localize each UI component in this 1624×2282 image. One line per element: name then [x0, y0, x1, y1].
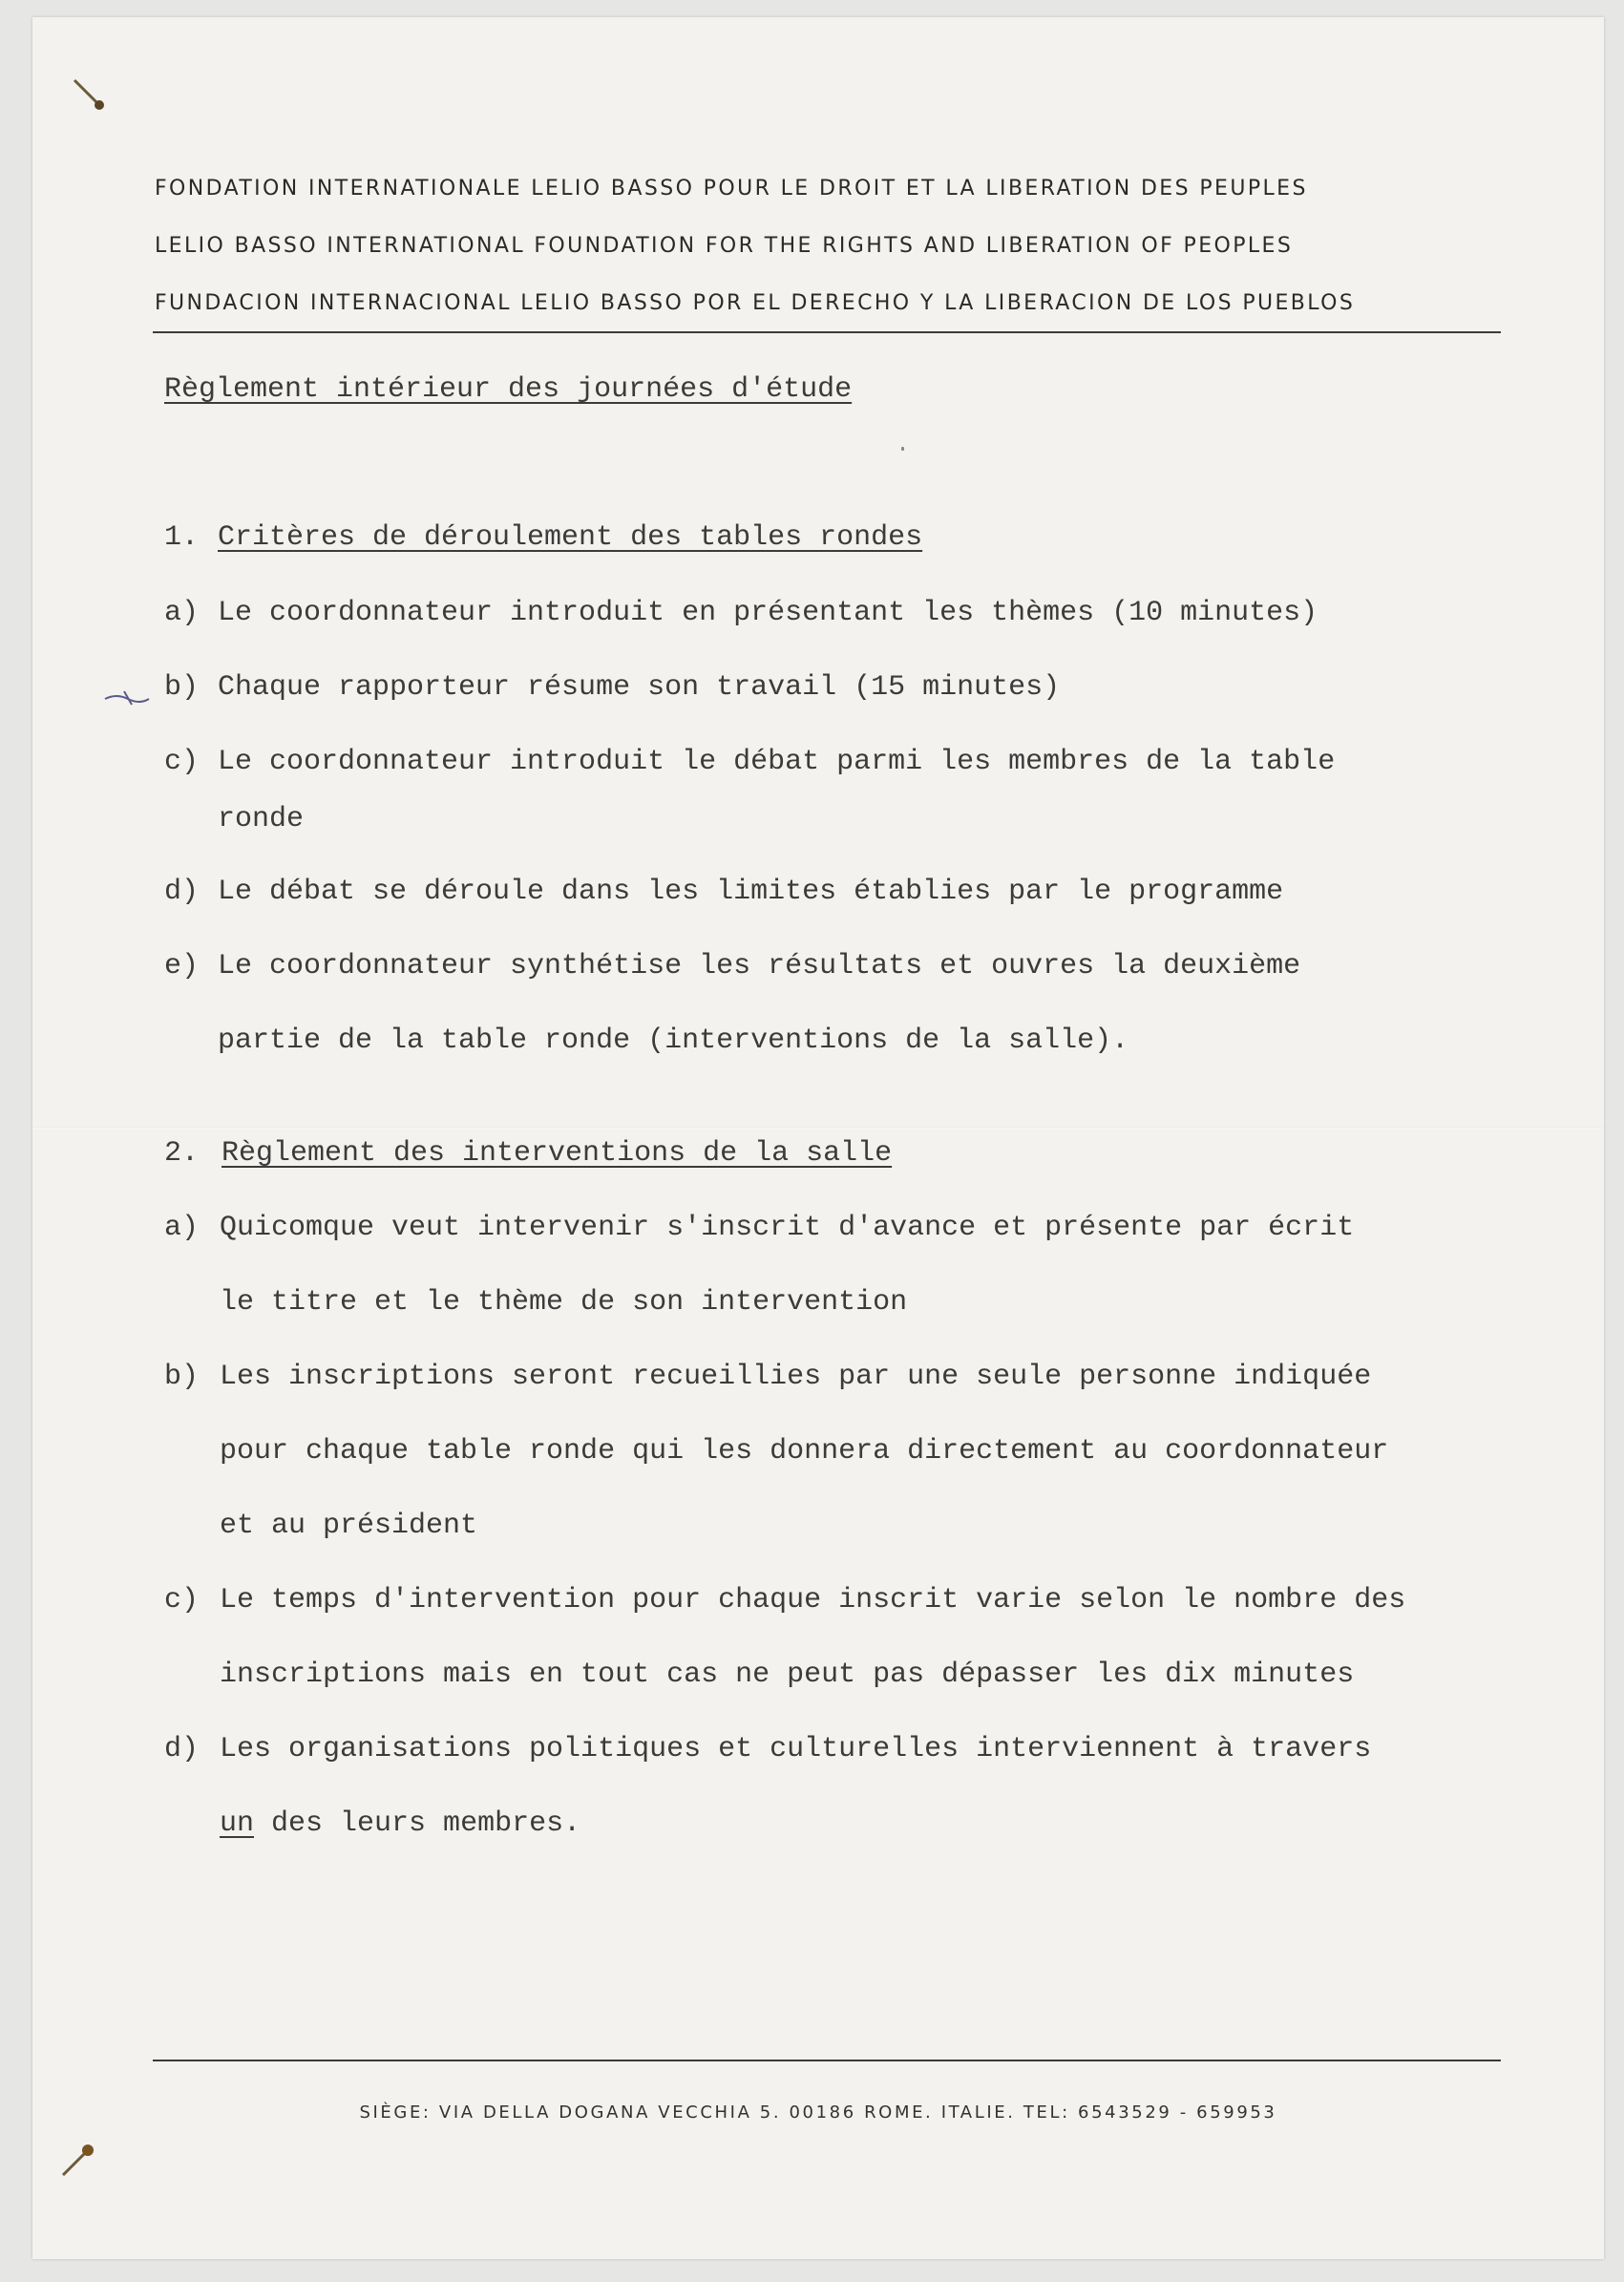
paper-fold-crease	[32, 1127, 1604, 1129]
item-text: ronde	[218, 803, 305, 835]
margin-tick-icon	[103, 687, 151, 707]
letterhead	[155, 160, 1510, 332]
item-text: Le coordonnateur introduit en présentant les thèmes (10 minutes)	[218, 597, 1318, 629]
pin-icon	[57, 2137, 99, 2179]
item-letter: d)	[164, 876, 200, 908]
item-letter: e)	[164, 950, 200, 983]
item-letter: b)	[164, 671, 200, 704]
letterhead-english: LELIO BASSO INTERNATIONAL FOUNDATION FOR THE RIGHTS AND LIBERATION OF PEOPLES	[155, 234, 1294, 258]
pencil-mark	[901, 447, 904, 451]
item-letter: c)	[164, 746, 200, 778]
item-text: et au président	[220, 1510, 478, 1542]
section-1-number: 1.	[164, 521, 200, 554]
item-letter: d)	[164, 1733, 200, 1765]
item-text: inscriptions mais en tout cas ne peut pas dépasser les dix minutes	[220, 1659, 1355, 1691]
item-text: Le temps d'intervention pour chaque inscrit varie selon le nombre des	[220, 1584, 1406, 1616]
item-text: Le coordonnateur introduit le débat parmi les membres de la table	[218, 746, 1336, 778]
item-letter: c)	[164, 1584, 200, 1616]
document-title: Règlement intérieur des journées d'étude	[164, 373, 853, 406]
footer-address: SIÈGE: VIA DELLA DOGANA VECCHIA 5. 00186 ROME. ITALIE. TEL: 6543529 - 659953	[359, 2102, 1277, 2123]
section-2-heading: Règlement des interventions de la salle	[221, 1137, 893, 1170]
item-text: pour chaque table ronde qui les donnera directement au coordonnateur	[220, 1435, 1389, 1468]
footer-rule	[153, 2060, 1501, 2061]
item-letter: a)	[164, 597, 200, 629]
header-rule	[153, 331, 1501, 333]
letterhead-french: FONDATION INTERNATIONALE LELIO BASSO POUR LE DROIT ET LA LIBERATION DES PEUPLES	[155, 177, 1308, 201]
section-1-heading: Critères de déroulement des tables rondes	[218, 521, 923, 554]
pin-icon	[69, 74, 111, 116]
item-letter: a)	[164, 1212, 200, 1244]
letterhead-spanish: FUNDACION INTERNACIONAL LELIO BASSO POR EL DERECHO Y LA LIBERACION DE LOS PUEBLOS	[155, 291, 1356, 315]
item-text	[220, 1805, 580, 1843]
item-letter: b)	[164, 1361, 200, 1393]
item-text-rest: des leurs membres.	[271, 1807, 581, 1840]
item-text: Le débat se déroule dans les limites établies par le programme	[218, 876, 1284, 908]
item-text: Chaque rapporteur résume son travail (15 minutes)	[218, 671, 1061, 704]
item-text: partie de la table ronde (interventions de la salle).	[218, 1025, 1129, 1057]
document-page	[32, 17, 1604, 2259]
underlined-word: un	[220, 1807, 255, 1840]
item-text: Le coordonnateur synthétise les résultats et ouvres la deuxième	[218, 950, 1301, 983]
item-text: Quicomque veut intervenir s'inscrit d'avance et présente par écrit	[220, 1212, 1355, 1244]
item-text: Les inscriptions seront recueillies par une seule personne indiquée	[220, 1361, 1372, 1393]
item-text: Les organisations politiques et culturelles interviennent à travers	[220, 1733, 1372, 1765]
section-2-number: 2.	[164, 1137, 200, 1170]
item-text: le titre et le thème de son intervention	[220, 1286, 908, 1319]
